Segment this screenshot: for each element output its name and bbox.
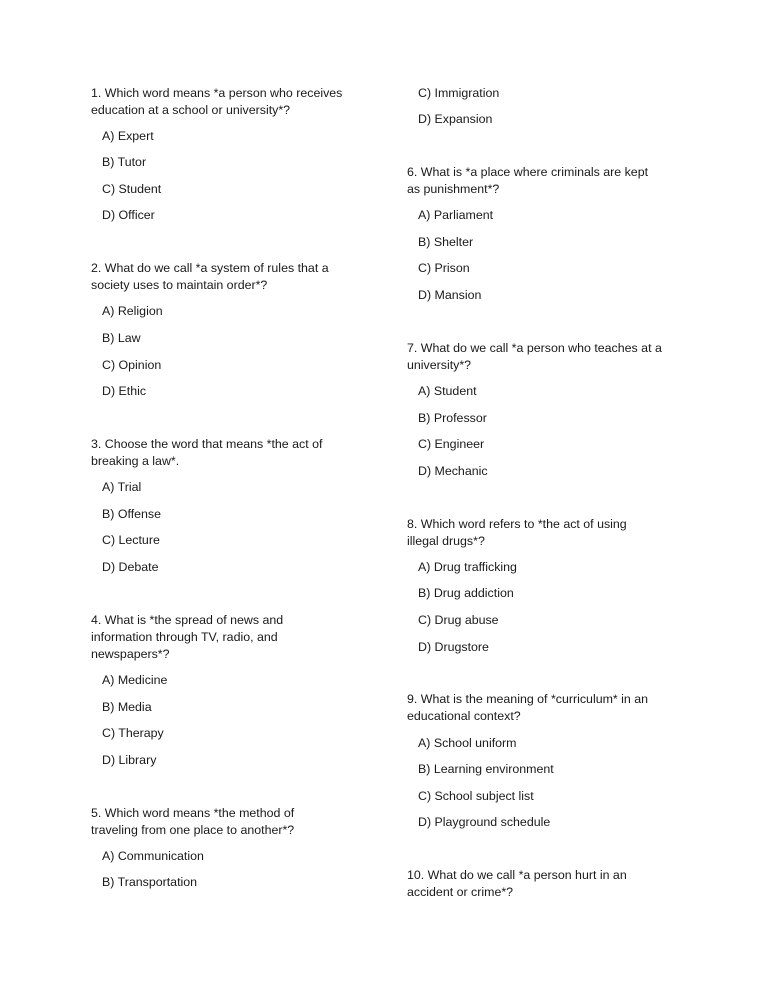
question-text: illegal drugs*? <box>407 533 485 548</box>
answer-option: B) Offense <box>102 506 162 521</box>
answer-option: C) Opinion <box>102 357 162 372</box>
answer-option: C) Lecture <box>102 533 160 548</box>
question-6 <box>407 164 707 198</box>
answer-option: B) Professor <box>418 410 487 425</box>
answer-option: D) Expansion <box>418 112 493 127</box>
question-4 <box>91 612 391 663</box>
answer-option: A) Drug trafficking <box>418 559 517 574</box>
answer-option: D) Library <box>102 752 157 767</box>
question-text: society uses to maintain order*? <box>91 278 268 293</box>
answer-option: D) Drugstore <box>418 639 489 654</box>
answer-option: D) Debate <box>102 559 159 574</box>
answer-option: C) Prison <box>418 261 470 276</box>
question-text: 3. Choose the word that means *the act of <box>91 437 323 451</box>
question-text: 8. Which word refers to *the act of using <box>407 516 627 531</box>
answer-option: B) Law <box>102 331 141 346</box>
answer-option: A) Parliament <box>418 208 494 223</box>
answer-option: D) Mechanic <box>418 463 488 478</box>
answer-option: C) Drug abuse <box>418 612 499 627</box>
question-text: 4. What is *the spread of news and <box>91 612 284 627</box>
question-1 <box>91 85 391 119</box>
answer-option: D) Ethic <box>102 384 147 399</box>
answer-option: A) Student <box>418 384 477 398</box>
answer-option: B) Drug addiction <box>418 586 514 601</box>
question-text: information through TV, radio, and <box>91 629 278 644</box>
answer-option: A) Expert <box>102 128 154 143</box>
answer-option: B) Transportation <box>102 875 198 890</box>
right-column <box>407 80 707 906</box>
answer-option: A) Religion <box>102 304 163 319</box>
question-5 <box>91 805 391 839</box>
question-3 <box>91 436 391 470</box>
question-text: 5. Which word means *the method of <box>91 805 295 820</box>
answer-option: C) School subject list <box>418 788 534 803</box>
question-text: accident or crime*? <box>407 885 514 900</box>
answer-option: A) Trial <box>102 480 142 495</box>
answer-option: D) Officer <box>102 208 155 223</box>
question-text: breaking a law*. <box>91 454 180 468</box>
answer-option: C) Student <box>102 181 162 196</box>
question-10 <box>407 867 707 901</box>
answer-option: C) Immigration <box>418 85 500 100</box>
answer-option: C) Engineer <box>418 437 485 452</box>
left-column <box>91 85 391 896</box>
answer-option: B) Learning environment <box>418 762 554 777</box>
question-text: 1. Which word means *a person who receives <box>91 85 343 100</box>
question-text: as punishment*? <box>407 182 500 197</box>
answer-option: D) Playground schedule <box>418 815 551 830</box>
answer-option: A) School uniform <box>418 735 517 750</box>
answer-option: A) Communication <box>102 848 204 863</box>
answer-option: B) Tutor <box>102 155 147 170</box>
question-text: traveling from one place to another*? <box>91 822 295 837</box>
answer-option: B) Media <box>102 699 152 714</box>
answer-option: C) Therapy <box>102 726 164 741</box>
question-2 <box>91 260 391 294</box>
question-text: university*? <box>407 357 472 372</box>
question-text: 6. What is *a place where criminals are kept <box>407 165 649 180</box>
answer-option: A) Medicine <box>102 672 168 687</box>
answer-option: D) Mansion <box>418 288 482 303</box>
question-8 <box>407 516 707 550</box>
question-text: 10. What do we call *a person hurt in an <box>407 868 627 883</box>
question-text: 9. What is the meaning of *curriculum* in an <box>407 692 649 707</box>
answer-option: B) Shelter <box>418 234 474 249</box>
question-7 <box>407 340 707 374</box>
question-9 <box>407 691 707 725</box>
question-text: 2. What do we call *a system of rules that a <box>91 261 329 276</box>
question-text: newspapers*? <box>91 646 170 661</box>
question-text: education at a school or university*? <box>91 102 291 117</box>
question-text: educational context? <box>407 709 521 724</box>
question-text: 7. What do we call *a person who teaches at a <box>407 340 662 355</box>
